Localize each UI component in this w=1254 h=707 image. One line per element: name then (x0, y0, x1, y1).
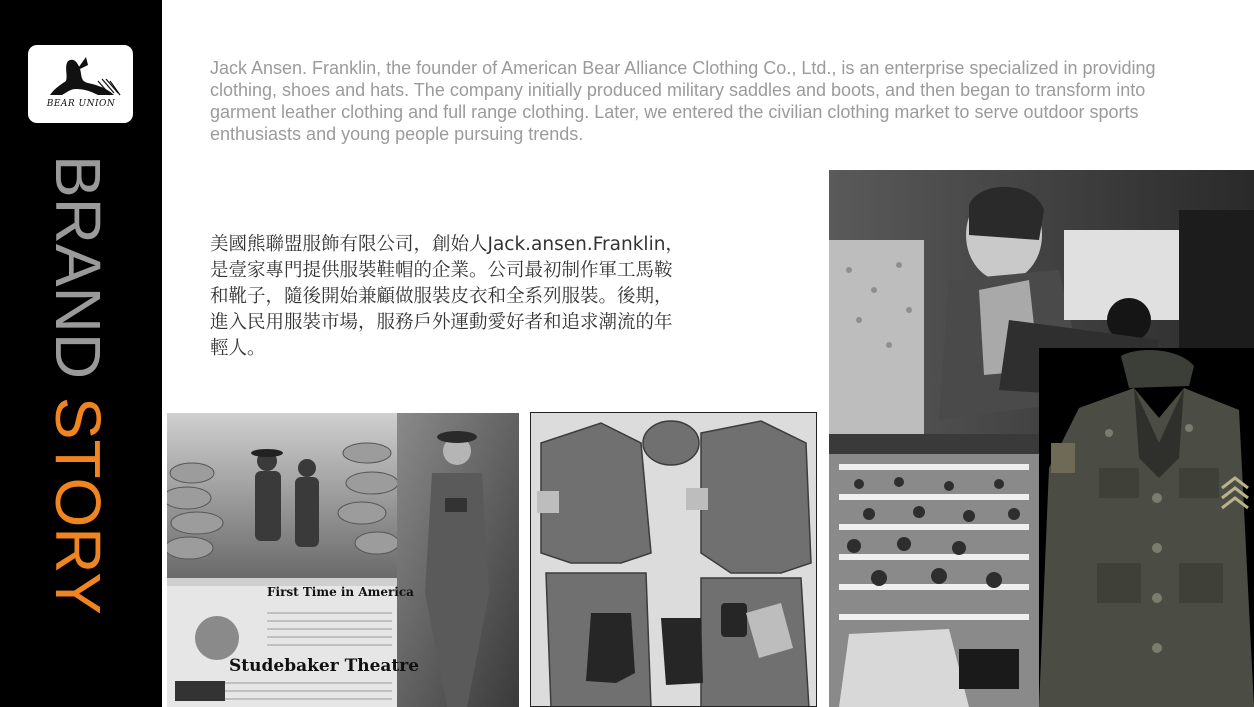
photo-uniform-jacket (1039, 348, 1254, 707)
story-chinese: 美國熊聯盟服飾有限公司，創始人Jack.ansen.Franklin，是壹家專門提供服裝鞋帽的企業。公司最初制作軍工馬鞍和靴子，隨後開始兼顧做服裝皮衣和全系列服裝。後期，進入民用服裝市場，服務戶外運動愛好者和追求潮流的年輕人。 (210, 234, 684, 359)
brand-logo (28, 45, 133, 123)
story-english: Jack Ansen. Franklin, the founder of American Bear Alliance Clothing Co., Ltd., is an enterprise specialized in providing clothing, shoes and hats. The company initially produced military saddles and boots, and then began to transform into garment leather clothing and full range clothing. Later, we entered the civilian clothing market to serve outdoor sports enthusiasts and young people pursuing trends. (210, 58, 1156, 144)
photo-trench-soldiers (167, 413, 519, 707)
logo-text: BEAR UNION (46, 99, 116, 109)
photo-military-gear (530, 412, 817, 707)
newspaper-theatre: Studebaker Theatre (229, 656, 420, 676)
newspaper-headline: First Time in America (267, 585, 414, 599)
title-story: STORY (42, 396, 114, 615)
sidebar-band (0, 0, 162, 707)
brand-story-title (42, 155, 114, 675)
bear-logo-icon (28, 45, 133, 123)
photo-factory-floor (829, 434, 1039, 707)
title-brand: BRAND (42, 155, 114, 397)
